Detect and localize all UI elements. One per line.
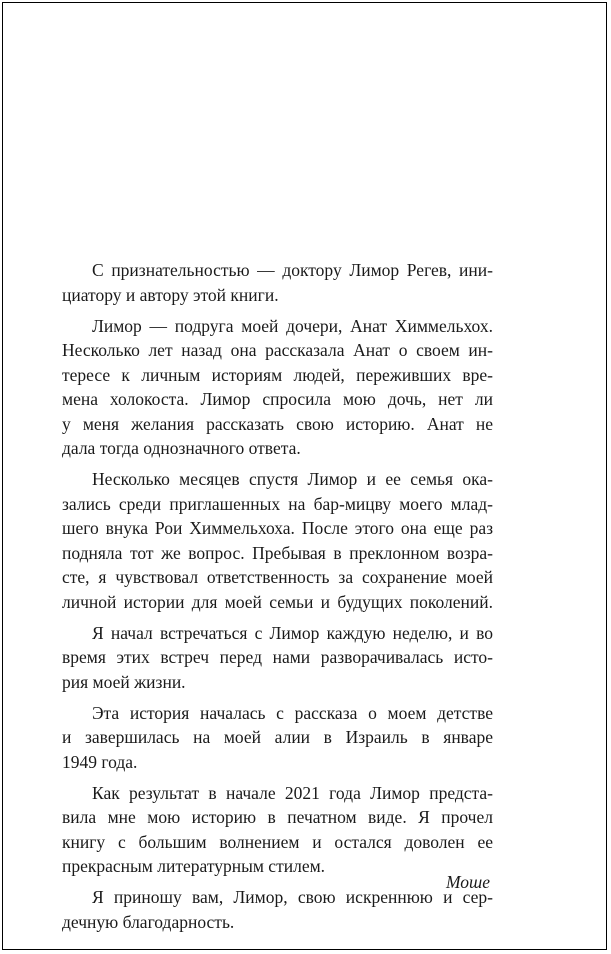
text-line: дечную благодарность. [62, 911, 235, 932]
text-line: рия моей жизни. [62, 671, 186, 692]
paragraph [62, 621, 493, 695]
text-line: вила мне мою историю в печатном виде. Я прочел [62, 807, 493, 827]
text-line: Несколько лет назад она рассказала Анат о своем ин- [62, 340, 493, 360]
text-line: Лимор — подруга моей дочери, Анат Химмельхох. [92, 315, 493, 336]
text-line: Я приношу вам, Лимор, свою искреннюю и сер- [92, 887, 493, 907]
text-line: Несколько месяцев спустя Лимор и ее семья ока- [92, 469, 493, 489]
text-line: у меня желания рассказать свою историю. Анат не [62, 413, 493, 434]
text-line: мена холокоста. Лимор спросила мою дочь, нет ли [62, 389, 493, 409]
text-line: и завершилась на моей алии в Израиль в январе [62, 727, 493, 747]
text-line: Как результат в начале 2021 года Лимор предста- [92, 782, 493, 803]
text-line: зались среди приглашенных на бар-мицву моего млад- [62, 493, 493, 514]
text-line: сте, я чувствовал ответственность за сохранение моей [62, 567, 493, 587]
text-line: прекрасным литературным стилем. [62, 856, 326, 876]
paragraph [62, 258, 493, 307]
paragraph [62, 885, 493, 934]
paragraph [62, 314, 493, 461]
dedication-text [62, 258, 493, 941]
text-line: время этих встреч перед нами разворачивалась исто- [62, 647, 493, 667]
book-page [2, 2, 607, 950]
text-line: циатору и автору этой книги. [62, 284, 279, 305]
text-line: шего внука Рои Химмельхоха. После этого она еще раз [62, 518, 493, 538]
text-line: 1949 года. [62, 751, 138, 772]
text-line: подняла тот же вопрос. Пребывая в преклонном возра- [62, 542, 493, 563]
text-line: личной истории для моей семьи и будущих поколений. [62, 591, 493, 612]
text-line: С признательностью — доктору Лимор Регев, ини- [92, 260, 493, 280]
text-line: Эта история началась с рассказа о моем детстве [92, 702, 493, 723]
signature: Моше [445, 872, 490, 892]
text-line: Я начал встречаться с Лимор каждую неделю, и во [92, 622, 493, 643]
paragraph [62, 701, 493, 775]
paragraph [62, 467, 493, 614]
text-line: дала тогда однозначного ответа. [62, 438, 301, 458]
text-line: книгу с большим волнением и остался доволен ее [62, 831, 493, 852]
text-line: тересе к личным историям людей, переживших вре- [62, 364, 493, 385]
paragraph [62, 781, 493, 879]
